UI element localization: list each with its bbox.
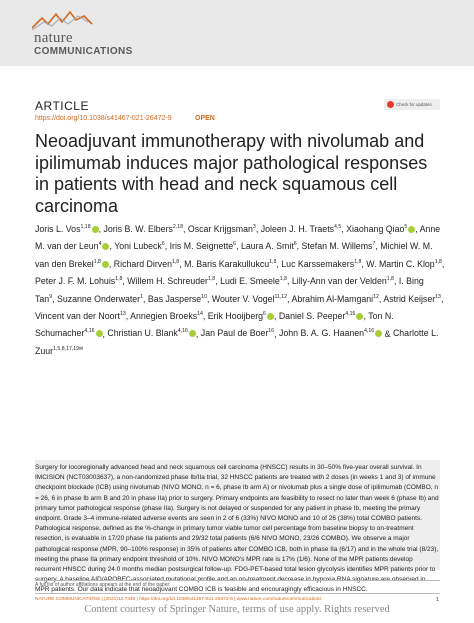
- author-entry[interactable]: [35, 224, 99, 234]
- author-name: Suzanne Onderwater: [56, 293, 141, 304]
- author-affiliation: 14: [197, 311, 203, 318]
- page-number: 1: [436, 597, 439, 603]
- author-entry[interactable]: [148, 294, 207, 304]
- author-name: Erik Hooijberg: [207, 311, 264, 322]
- author-name: Charlotte L. Zuur: [35, 328, 439, 356]
- author-name: Xiaohang Qiao: [346, 223, 405, 234]
- author-entry[interactable]: [127, 276, 215, 286]
- author-name: Daniel S. Peeper: [278, 311, 346, 322]
- author-entry[interactable]: [57, 294, 143, 304]
- author-affiliation: 4,5: [334, 224, 342, 230]
- author-entry[interactable]: [383, 294, 441, 304]
- author-entry[interactable]: [107, 328, 196, 338]
- author-entry[interactable]: [292, 276, 394, 286]
- author-entry[interactable]: [241, 241, 297, 251]
- author-entry[interactable]: [35, 311, 126, 321]
- logo-wave-icon: [32, 10, 102, 32]
- author-affiliation: 1,8: [269, 258, 277, 265]
- author-affiliation: 13: [119, 311, 126, 318]
- article-title: Neoadjuvant immunotherapy with nivolumab and ipilimumab induces major pathological responses in patients with head and neck squamous cell carcinoma: [35, 131, 428, 216]
- author-name: Ludi E. Smeele: [220, 276, 280, 287]
- author-name: Yoni Lubeck: [114, 241, 162, 252]
- author-affiliation: 4,16: [364, 328, 375, 335]
- author-entry[interactable]: [103, 224, 183, 234]
- author-affiliation: 11,12: [274, 293, 288, 300]
- author-affiliation: 1,5,8,17,19✉: [53, 345, 84, 352]
- author-name: Bas Jasperse: [147, 293, 202, 304]
- author-affiliation: 4,16: [177, 328, 188, 335]
- author-name: Richard Dirven: [113, 258, 172, 269]
- affiliations-footnote: A full list of author affiliations appears at the end of the paper.: [35, 582, 171, 588]
- open-access-tag: OPEN: [195, 115, 215, 122]
- author-affiliation: 1,8: [354, 258, 362, 265]
- author-affiliation: 1,8: [171, 258, 180, 265]
- orcid-icon[interactable]: [189, 330, 196, 337]
- author-affiliation: 5: [404, 224, 408, 230]
- author-entry[interactable]: [281, 259, 361, 269]
- author-name: Annegien Broeks: [130, 311, 198, 322]
- author-affiliation: 6: [233, 241, 237, 248]
- footer-citation[interactable]: NATURE COMMUNICATIONS | (2021)12:7348 | https://doi.org/10.1038/s41467-021-26472-9 | www.nature.com/naturecommunications: [35, 597, 322, 602]
- author-entry[interactable]: [220, 276, 287, 286]
- author-affiliation: 9: [49, 293, 53, 300]
- check-updates-label: Check for updates: [396, 102, 432, 107]
- orcid-icon[interactable]: [92, 226, 99, 233]
- author-affiliation: 4,15: [345, 311, 356, 318]
- journal-logo[interactable]: [32, 10, 142, 60]
- orcid-icon[interactable]: [102, 261, 109, 268]
- author-affiliation: 2,18: [172, 224, 184, 230]
- author-name: Joris B. W. Elbers: [103, 223, 173, 234]
- orcid-icon[interactable]: [356, 313, 363, 320]
- author-entry[interactable]: [212, 294, 287, 304]
- orcid-icon[interactable]: [267, 313, 274, 320]
- author-affiliation: 1: [140, 293, 143, 300]
- author-affiliation: 7: [372, 241, 376, 248]
- author-name: Anne M. van der Leun: [35, 223, 441, 252]
- author-entry[interactable]: [279, 328, 382, 338]
- author-entry[interactable]: [366, 259, 442, 269]
- author-affiliation: 1,8: [434, 258, 442, 265]
- author-entry[interactable]: [130, 311, 203, 321]
- author-entry[interactable]: [346, 224, 415, 234]
- orcid-icon[interactable]: [102, 243, 109, 250]
- author-affiliation: 1,8: [386, 276, 394, 283]
- article-type-label: ARTICLE: [35, 99, 89, 113]
- author-name: Stefan M. Willems: [301, 241, 373, 252]
- abstract-text: Surgery for locoregionally advanced head and neck squamous cell carcinoma (HNSCC) results in 30–50% five-year overall survival. In IMCISION (NCT03003637), a non-randomized phase Ib/IIa trial, 32 HNSCC patients are treated with 2 doses (in weeks 1 and 3) of immune checkpoint blockade (ICB) using nivolumab (NIVO MONO, n = 6, phase Ib arm A) or nivolumab plus a single dose of ipilimumab (COMBO, n = 26, 6 in phase Ib arm B and 20 in phase IIa) prior to surgery. Primary endpoints are feasibility to resect no later than week 6 (phase Ib) and primary tumor pathological response (phase IIa). Surgery is not delayed or suspended for any patient in phase Ib, meeting the primary endpoint. Grade 3–4 immune-related adverse events are seen in 2 of 6 (33%) NIVO MONO and 10 of 26 (38%) total COMBO patients. Pathological response, defined as the %-change in primary tumor viable tumor cell percentage from baseline biopsy to on-treatment resection, is evaluable in 17/20 phase IIa patients and 29/32 total patients (6/6 NIVO MONO, 23/26 COMBO). We observe a major pathological response (MPR, 90–100% response) in 35% of patients after COMBO ICB, both in phase IIa (6/17) and in the whole trial (8/23), meeting the phase IIa primary endpoint threshold of 10%. NIVO MONO's MPR rate is 17% (1/6). None of the MPR patients develop recurrent HNSCC during 24.0 months median postsurgical follow-up. FDG-PET-based total lesion glycolysis identifies MPR patients prior to surgery. A baseline AID/APOBEC-associated mutational profile and an on-treatment decrease in hypoxia RNA signature are observed in MPR patients. Our data indicate that neoadjuvant COMBO ICB is feasible and encouragingly efficacious in HNSCC.: [35, 464, 439, 594]
- author-name: M. Baris Karakullukcu: [184, 258, 270, 269]
- author-affiliation: 6: [161, 241, 165, 248]
- author-entry[interactable]: [291, 294, 378, 304]
- check-updates-icon: [387, 101, 394, 108]
- author-affiliation: 3: [252, 224, 256, 230]
- author-name: Luc Karssemakers: [281, 258, 355, 269]
- author-entry[interactable]: [279, 311, 364, 321]
- author-name: Laura A. Smit: [240, 241, 294, 252]
- author-name: Oscar Krijgsman: [187, 223, 253, 234]
- logo-communications-text: COMMUNICATIONS: [34, 46, 133, 57]
- author-name: Peter J. F. M. Lohuis: [35, 276, 116, 287]
- author-entry[interactable]: [114, 259, 179, 269]
- courtesy-watermark: Content courtesy of Springer Nature, terms of use apply. Rights reserved: [84, 604, 390, 615]
- author-affiliation: 6: [293, 241, 297, 248]
- author-affiliation: 1,8: [279, 276, 287, 283]
- author-entry[interactable]: [201, 328, 274, 338]
- check-for-updates-button[interactable]: [384, 99, 440, 110]
- author-entry[interactable]: [188, 224, 256, 234]
- author-name: John B. A. G. Haanen: [278, 328, 365, 339]
- author-entry[interactable]: [208, 311, 274, 321]
- author-affiliation: 16: [268, 328, 275, 335]
- author-name: Michiel W. M. van den Brekel: [35, 241, 433, 269]
- author-entry[interactable]: [170, 241, 236, 251]
- author-name: Ton N. Schumacher: [35, 311, 394, 339]
- footnote-divider: [35, 580, 440, 581]
- author-name: Abrahim Al-Mamgani: [291, 293, 374, 304]
- author-affiliation: 10: [201, 293, 207, 300]
- author-entry[interactable]: [261, 224, 342, 234]
- author-name: W. Martin C. Klop: [366, 258, 435, 269]
- author-name: Vincent van der Noort: [35, 311, 120, 322]
- author-entry[interactable]: [184, 259, 276, 269]
- orcid-icon[interactable]: [375, 330, 382, 337]
- author-entry[interactable]: [114, 241, 165, 251]
- author-affiliation: 1,8: [207, 276, 216, 283]
- logo-nature-text: nature: [34, 30, 73, 46]
- author-affiliation: 1,18: [80, 224, 91, 230]
- author-affiliation: 4,16: [84, 328, 95, 335]
- author-affiliation: 6: [263, 311, 266, 318]
- author-affiliation: 1,8: [93, 258, 101, 265]
- orcid-icon[interactable]: [408, 226, 415, 233]
- author-affiliation: 4: [98, 241, 102, 248]
- orcid-icon[interactable]: [96, 330, 103, 337]
- doi-link[interactable]: https://doi.org/10.1038/s41467-021-26472-9: [35, 115, 172, 122]
- author-entry[interactable]: [302, 241, 376, 251]
- author-affiliation: 12: [373, 293, 379, 300]
- author-name: Joleen J. H. Traets: [260, 223, 335, 234]
- author-list: Joris L. Vos$^{1,18}$ , Joris B. W. Elbers$^{2,18}$, Oscar Krijgsman$^3$, Joleen J. H. Traets$^{4,5}$, Xiaohang Qiao$^5$ , Anne M. van der Leun$^4$ , Yoni Lubeck$^6$, Iris M. Seignette$^6$, Laura A. Smit$^6$, Stefan M. Willems$^7$, Michiel W. M. van den Brekel$^{1,8}$ , Richard Dirven$^{1,8}$, M. Baris Karakullukcu$^{1,8}$, Luc Karssemakers$^{1,8}$, W. Martin C. Klop$^{1,8}$, Peter J. F. M. Lohuis$^{1,8}$, Willem H. Schreuder$^{1,8}$, Ludi E. Smeele$^{1,8}$, Lilly-Ann van der Velden$^{1,8}$, I. Bing Tan$^9$, Suzanne Onderwater$^1$, Bas Jasperse$^{10}$, Wouter V. Vogel$^{11,12}$, Abrahim Al-Mamgani$^{12}$, Astrid Keijser$^{13}$, Vincent van der Noort$^{13}$, Annegien Broeks$^{14}$, Erik Hooijberg$^6$ , Daniel S. Peeper$^{4,15}$ , Ton N. Schumacher$^{4,16}$ , Christian U. Blank$^{4,16}$ , Jan Paul de Boer$^{16}$, John B. A. G. Haanen$^{4,16}$ & Charlotte L. Zuur$^{1,5,8,17,19✉}$: [35, 223, 445, 356]
- footer-divider: [35, 593, 440, 594]
- author-name: Iris M. Seignette: [169, 241, 234, 252]
- author-name: Christian U. Blank: [107, 328, 178, 339]
- author-affiliation: 13: [435, 293, 441, 300]
- author-entry[interactable]: [35, 276, 122, 286]
- author-name: Lilly-Ann van der Velden: [291, 276, 387, 287]
- author-name: Willem H. Schreuder: [127, 276, 208, 287]
- author-name: Jan Paul de Boer: [200, 328, 269, 339]
- author-name: Astrid Keijser: [383, 293, 436, 304]
- author-name: Wouter V. Vogel: [211, 293, 275, 304]
- author-name: I. Bing Tan: [35, 276, 424, 304]
- author-name: Joris L. Vos: [35, 223, 81, 234]
- author-affiliation: 1,8: [115, 276, 123, 283]
